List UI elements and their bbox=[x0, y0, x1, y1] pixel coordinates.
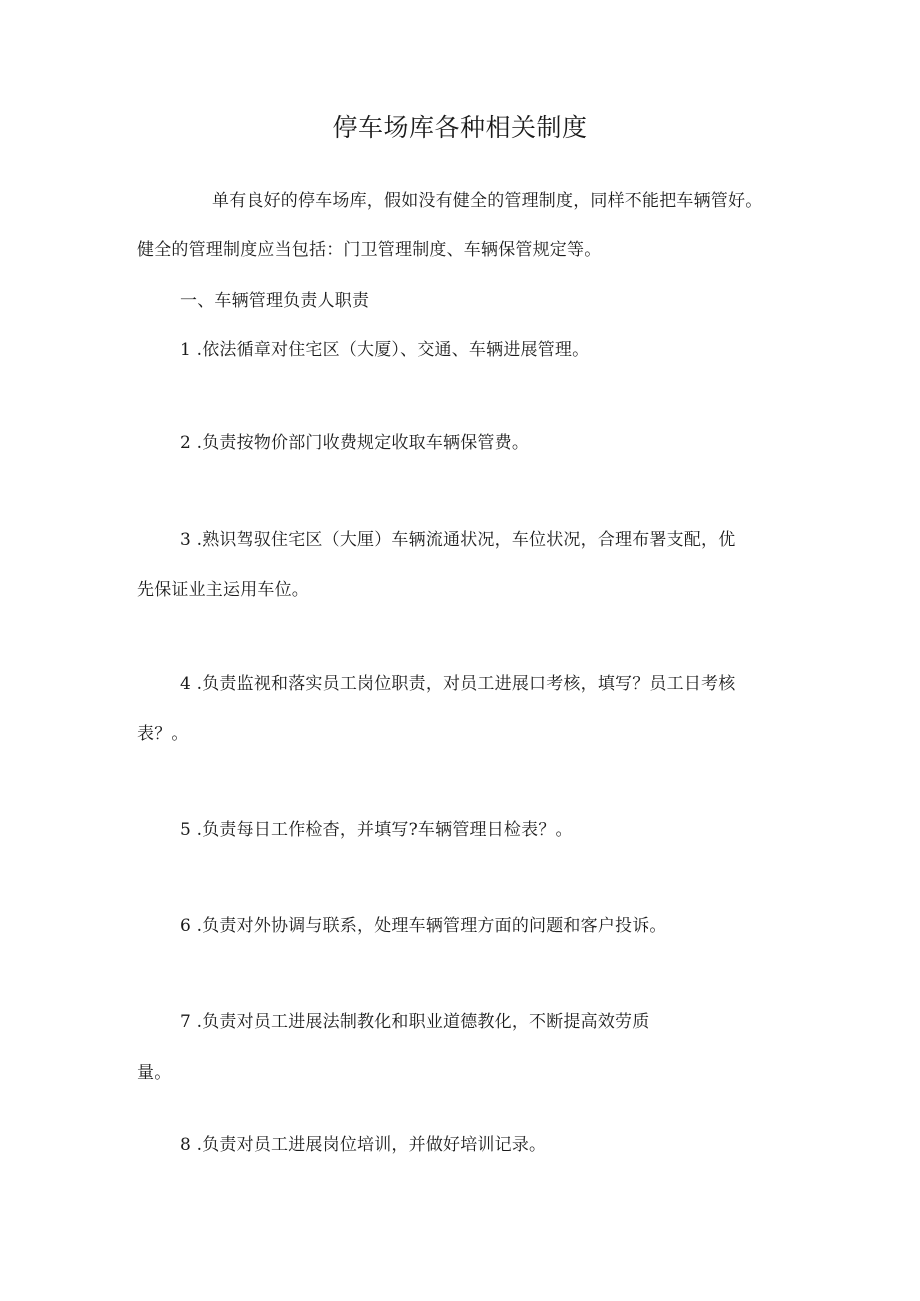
intro-paragraph-line-1: 单有良好的停车场库，假如没有健全的管理制度，同样不能把车辆管好。 bbox=[212, 191, 763, 211]
list-item-7-continuation: 量。 bbox=[137, 1063, 172, 1083]
list-item-5: 5 .负责每日工作检杳，并填写?车辆管理日检表？。 bbox=[180, 820, 573, 840]
document-title: 停车场库各种相关制度 bbox=[332, 113, 588, 142]
list-item-7: 7 .负责对员工进展法制教化和职业道德教化，不断提高效劳质 bbox=[180, 1012, 650, 1032]
list-item-4-continuation: 表？。 bbox=[137, 724, 189, 744]
list-item-6: 6 .负责对外协调与联系，处理车辆管理方面的问题和客户投诉。 bbox=[180, 916, 667, 936]
intro-paragraph-line-2: 健全的管理制度应当包括：门卫管理制度、车辆保管规定等。 bbox=[137, 240, 602, 260]
list-item-8: 8 .负责对员工进展岗位培训，并做好培训记录。 bbox=[180, 1135, 547, 1155]
section-heading: 一、车辆管理负责人职责 bbox=[180, 291, 370, 311]
list-item-3: 3 .熟识驾驭住宅区（大厘）车辆流通状况，车位状况，合理布署支配，优 bbox=[180, 530, 736, 550]
list-item-3-continuation: 先保证业主运用车位。 bbox=[137, 580, 309, 600]
list-item-4: 4 .负责监视和落实员工岗位职责，对员工进展口考核，填写？员工日考核 bbox=[180, 674, 736, 694]
list-item-2: 2 .负责按物价部门收费规定收取车辆保管费。 bbox=[180, 433, 530, 453]
list-item-1: 1 .依法循章对住宅区（大厦）、交通、车辆进展管理。 bbox=[180, 340, 590, 360]
